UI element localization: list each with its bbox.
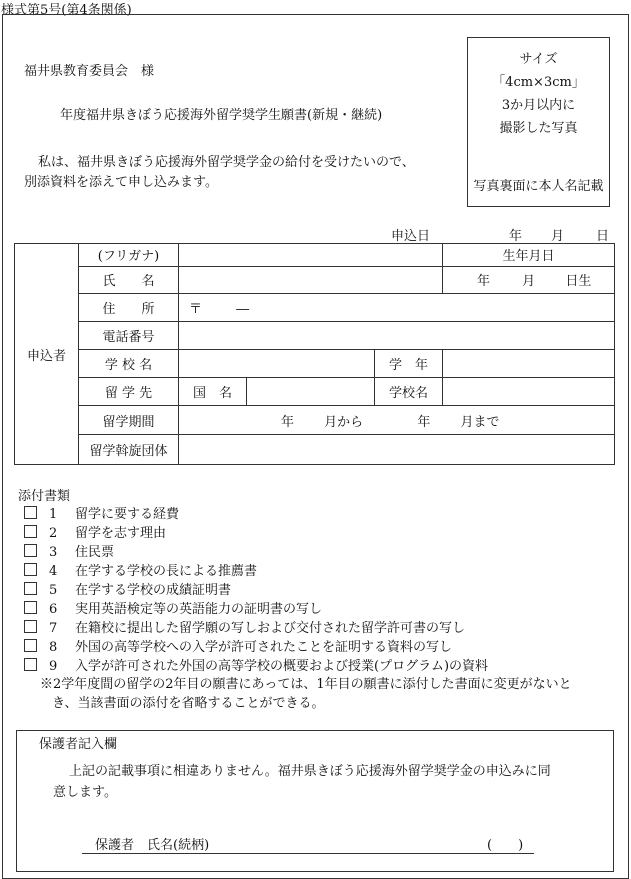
checkbox[interactable] [24, 658, 37, 671]
photo-dimensions: 「4cm×3cm」 [492, 75, 585, 90]
application-date-day: 日 [596, 229, 610, 244]
postal-mark: 〒 [189, 302, 203, 318]
addressee: 福井県教育委員会 様 [24, 64, 155, 79]
guardian-heading: 保護者記入欄 [39, 737, 118, 752]
phone-field[interactable] [179, 322, 615, 350]
checkbox[interactable] [24, 506, 37, 519]
period-from-year: 年 [281, 414, 295, 430]
attachments-heading: 添付書類 [18, 489, 71, 504]
birth-month-label: 月 [522, 274, 536, 290]
furigana-label: (フリガナ) [79, 244, 179, 267]
period-from-month: 月から [324, 414, 364, 430]
signature-underline[interactable] [82, 853, 534, 854]
attachment-item[interactable]: 2 留学を志す理由 [24, 522, 166, 541]
checkbox[interactable] [24, 639, 37, 652]
destination-label: 留 学 先 [79, 378, 179, 406]
period-field[interactable] [179, 406, 615, 435]
application-date-label: 申込日 [391, 229, 431, 244]
form-title: 年度福井県きぼう応援海外留学奨学生願書(新規・継続) [60, 108, 383, 123]
attachments-note-line-2: き、当該書面の添付を省略することができる。 [52, 696, 325, 711]
guardian-relation-paren[interactable]: ( ) [487, 838, 524, 853]
attachment-item[interactable]: 8 外国の高等学校への入学が許可されたことを証明する資料の写し [24, 636, 452, 655]
intro-line-1: 私は、福井県きぼう応援海外留学奨学金の給付を受けたいので、 [38, 155, 415, 170]
attachment-item[interactable]: 1 留学に要する経費 [24, 503, 179, 522]
phone-label: 電話番号 [79, 322, 179, 350]
attachment-item[interactable]: 6 実用英語検定等の英語能力の証明書の写し [24, 598, 322, 617]
postal-dash: ― [236, 302, 250, 318]
birthdate-label: 生年月日 [443, 244, 615, 267]
school-name-label: 学 校 名 [79, 350, 179, 378]
attachment-item[interactable]: 7 在籍校に提出した留学願の写しおよび交付された留学許可書の写し [24, 617, 465, 636]
grade-field[interactable] [443, 350, 615, 378]
attachment-item[interactable]: 3 住民票 [24, 541, 114, 560]
attachment-item[interactable]: 5 在学する学校の成績証明書 [24, 579, 231, 598]
photo-recent: 3か月以内に [501, 98, 576, 113]
school-name-field[interactable] [179, 350, 375, 378]
form-number: 様式第5号(第4条関係) [1, 3, 132, 18]
dest-school-label: 学校名 [375, 378, 443, 406]
checkbox[interactable] [24, 601, 37, 614]
checkbox[interactable] [24, 563, 37, 576]
name-label: 氏 名 [79, 266, 179, 293]
application-date-year: 年 [509, 229, 523, 244]
applicant-label: 申込者 [15, 244, 79, 465]
attachment-item[interactable]: 4 在学する学校の長による推薦書 [24, 560, 257, 579]
application-table [14, 243, 615, 465]
checkbox[interactable] [24, 620, 37, 633]
agency-label: 留学斡旋団体 [79, 435, 179, 465]
name-field[interactable] [179, 266, 443, 293]
period-to-month: 月まで [460, 414, 500, 430]
dest-school-field[interactable] [443, 378, 615, 406]
application-date-month: 月 [551, 229, 565, 244]
country-field[interactable] [247, 378, 375, 406]
address-field[interactable] [179, 293, 615, 322]
furigana-field[interactable] [179, 244, 443, 267]
address-label: 住 所 [79, 293, 179, 322]
guardian-signature-label: 保護者 氏名(続柄) [95, 838, 210, 853]
photo-size-label: サイズ [519, 52, 558, 67]
agency-field[interactable] [179, 435, 615, 465]
country-label: 国 名 [179, 378, 247, 406]
guardian-statement-line-2: 意します。 [53, 785, 117, 800]
checkbox[interactable] [24, 525, 37, 538]
birth-year-label: 年 [477, 274, 491, 290]
photo-back-note: 写真裏面に本人名記載 [473, 179, 604, 194]
birthdate-field[interactable] [443, 266, 615, 293]
photo-taken: 撮影した写真 [499, 121, 578, 136]
period-to-year: 年 [417, 414, 431, 430]
period-label: 留学期間 [79, 406, 179, 435]
guardian-statement-line-1: 上記の記載事項に相違ありません。福井県きぼう応援海外留学奨学金の申込みに同 [69, 764, 551, 779]
attachments-note-line-1: ※2学年度間の留学の2年目の願書にあっては、1年目の願書に添付した書面に変更がないと [40, 677, 572, 692]
checkbox[interactable] [24, 582, 37, 595]
photo-box[interactable] [467, 37, 610, 207]
attachment-item[interactable]: 9 入学が許可された外国の高等学校の概要および授業(プログラム)の資料 [24, 655, 488, 674]
grade-label: 学 年 [375, 350, 443, 378]
intro-line-2: 別添資料を添えて申し込みます。 [24, 175, 218, 190]
birth-day-label: 日生 [565, 274, 592, 290]
checkbox[interactable] [24, 544, 37, 557]
guardian-section [16, 730, 614, 872]
